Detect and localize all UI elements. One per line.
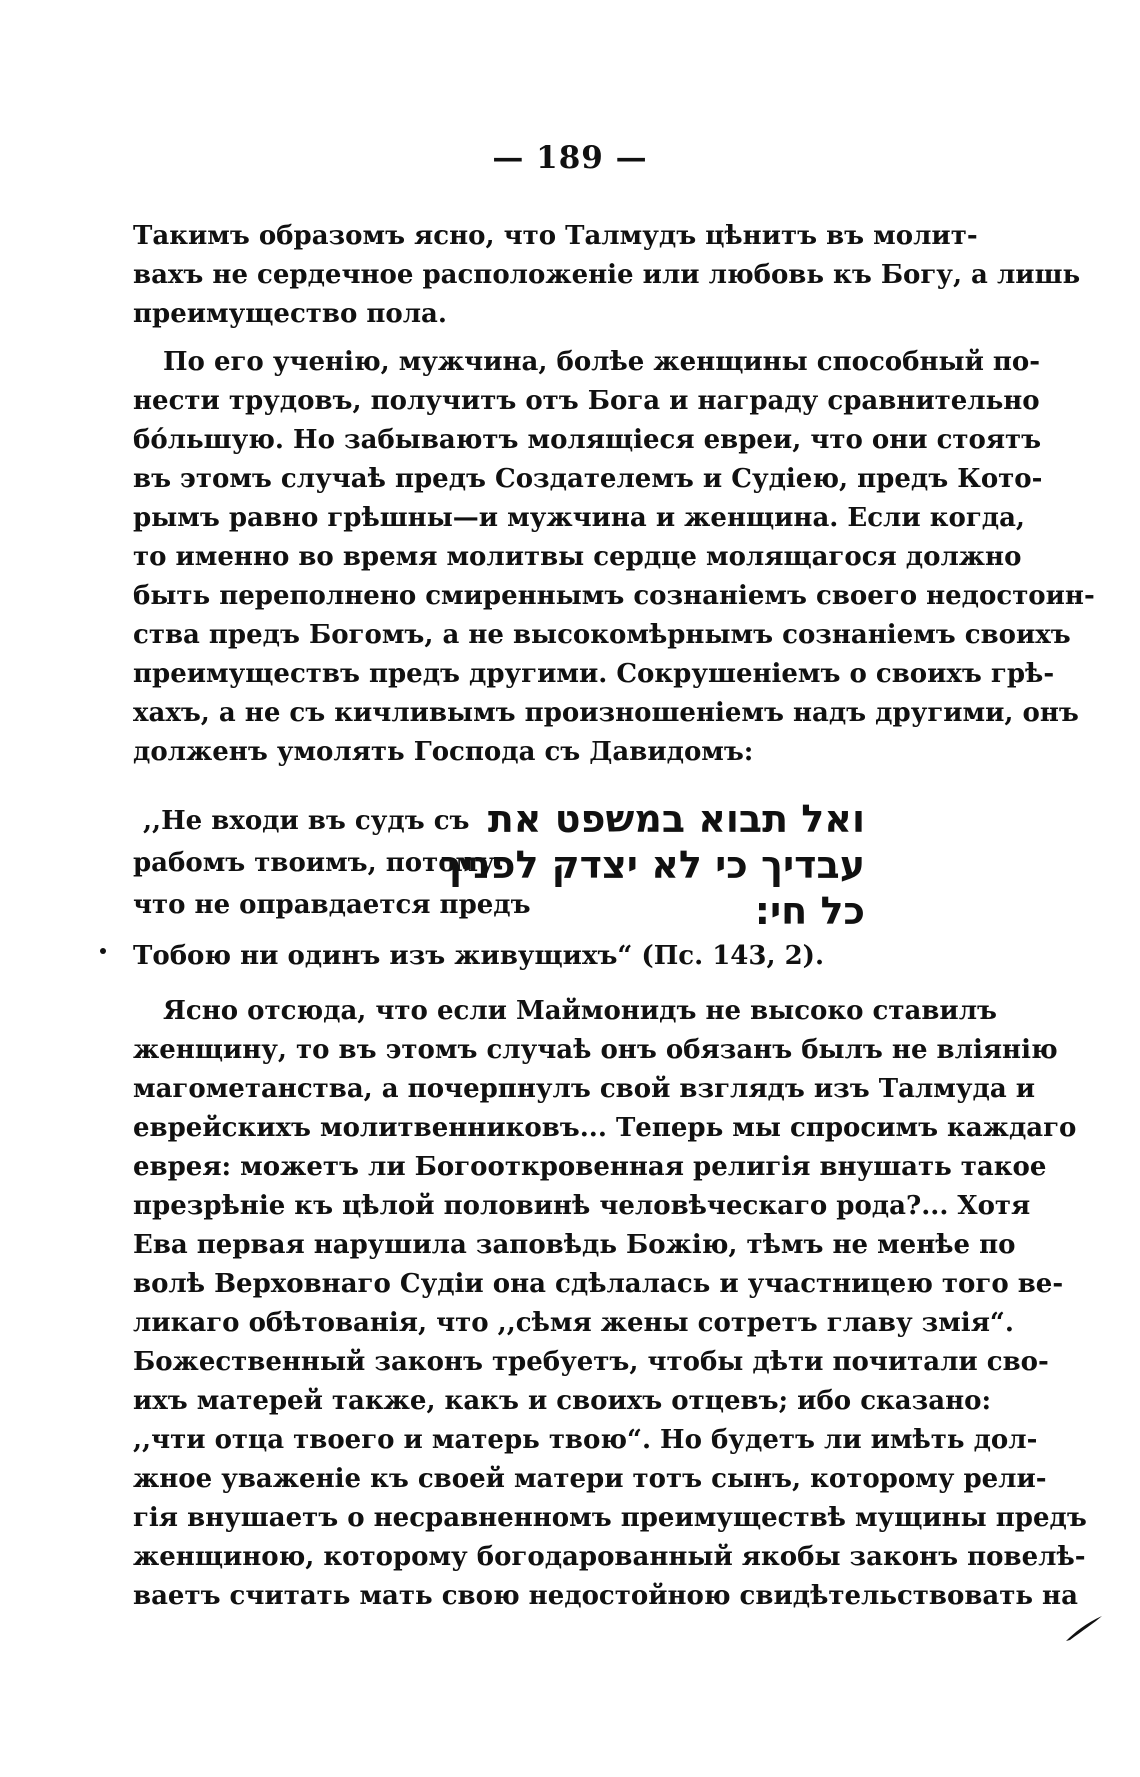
text-line: ваетъ считать мать свою недостойною свидѣтельствовать на [133,1581,1078,1611]
text-line: женщиною, которому богодарованный якобы законъ повелѣ- [133,1542,1086,1572]
quote-line: ,,Не входи въ судъ съ [143,806,470,836]
hebrew-line: עבדיך כי לא יצדק לפניך [440,843,865,887]
margin-dot [100,948,106,954]
hebrew-line: כל חי: [754,889,865,933]
page-number: — 189 — [492,140,648,176]
text-line: въ этомъ случаѣ предъ Создателемъ и Судіею, предъ Кото- [133,464,1043,494]
quote-closing [133,937,865,976]
text-line: Такимъ образомъ ясно, что Талмудъ цѣнитъ въ молит- [133,221,978,251]
text-line: ,,чти отца твоего и матерь твою“. Но будетъ ли имѣть дол- [133,1425,1038,1455]
text-line: волѣ Верховнаго Судіи она сдѣлалась и участницею того ве- [133,1269,1064,1299]
text-line: еврейскихъ молитвенниковъ... Теперь мы спросимъ каждаго [133,1113,1077,1143]
text-line: быть переполнено смиреннымъ сознаніемъ своего недостоин- [133,581,1095,611]
text-line: долженъ умолять Господа съ Давидомъ: [133,737,754,767]
text-line: ихъ матерей также, какъ и своихъ отцевъ; ибо сказано: [133,1386,992,1416]
quote-line: что не оправдается предъ [133,890,531,920]
text-line: то именно во время молитвы сердце молящагося должно [133,542,1022,572]
text-line: ства предъ Богомъ, а не высокомѣрнымъ сознаніемъ своихъ [133,620,1071,650]
text-line: презрѣніе къ цѣлой половинѣ человѣческаго рода?... Хотя [133,1191,1031,1221]
text-line: рымъ равно грѣшны—и мужчина и женщина. Если когда, [133,503,1025,533]
hebrew-line: ואל תבוא במשפט את [487,797,865,841]
text-line: магометанства, а почерпнулъ свой взглядъ изъ Талмуда и [133,1074,1036,1104]
paragraph-1 [133,217,1081,334]
quote-line: рабомъ твоимъ, потому [133,848,495,878]
paragraph-3 [133,992,1087,1616]
text-line: Ясно отсюда, что если Маймонидъ не высоко ставилъ [163,996,997,1026]
text-line: Ева первая нарушила заповѣдь Божію, тѣмъ не менѣе по [133,1230,1016,1260]
text-line: еврея: можетъ ли Богооткровенная религія внушать такое [133,1152,1047,1182]
text-line: ликаго обѣтованія, что ,,сѣмя жены сотретъ главу змія“. [133,1308,1014,1338]
pen-mark-icon [1064,1613,1104,1643]
text-line: нести трудовъ, получитъ отъ Бога и награду сравнительно [133,386,1040,416]
text-line: женщину, то въ этомъ случаѣ онъ обязанъ былъ не вліянію [133,1035,1058,1065]
text-line: жное уваженіе къ своей матери тотъ сынъ, которому рели- [133,1464,1047,1494]
text-line: вахъ не сердечное расположеніе или любовь къ Богу, а лишь [133,260,1081,290]
quote-russian [133,800,531,926]
text-line: хахъ, а не съ кичливымъ произношеніемъ надъ другими, онъ [133,698,1079,728]
quote-hebrew [440,796,865,934]
quote-last-line: Тобою ни одинъ изъ живущихъ“ (Пс. 143, 2). [133,941,825,971]
text-line: Божественный законъ требуетъ, чтобы дѣти почитали сво- [133,1347,1049,1377]
text-line: гія внушаетъ о несравненномъ преимуществѣ мущины предъ [133,1503,1087,1533]
text-line: По его ученію, мужчина, болѣе женщины способный по- [163,347,1041,377]
text-line: преимуществъ предъ другими. Сокрушеніемъ о своихъ грѣ- [133,659,1055,689]
text-line: преимущество пола. [133,299,447,329]
paragraph-2 [133,343,1095,772]
text-line: бо́льшую. Но забываютъ молящіеся евреи, что они стоятъ [133,425,1042,455]
